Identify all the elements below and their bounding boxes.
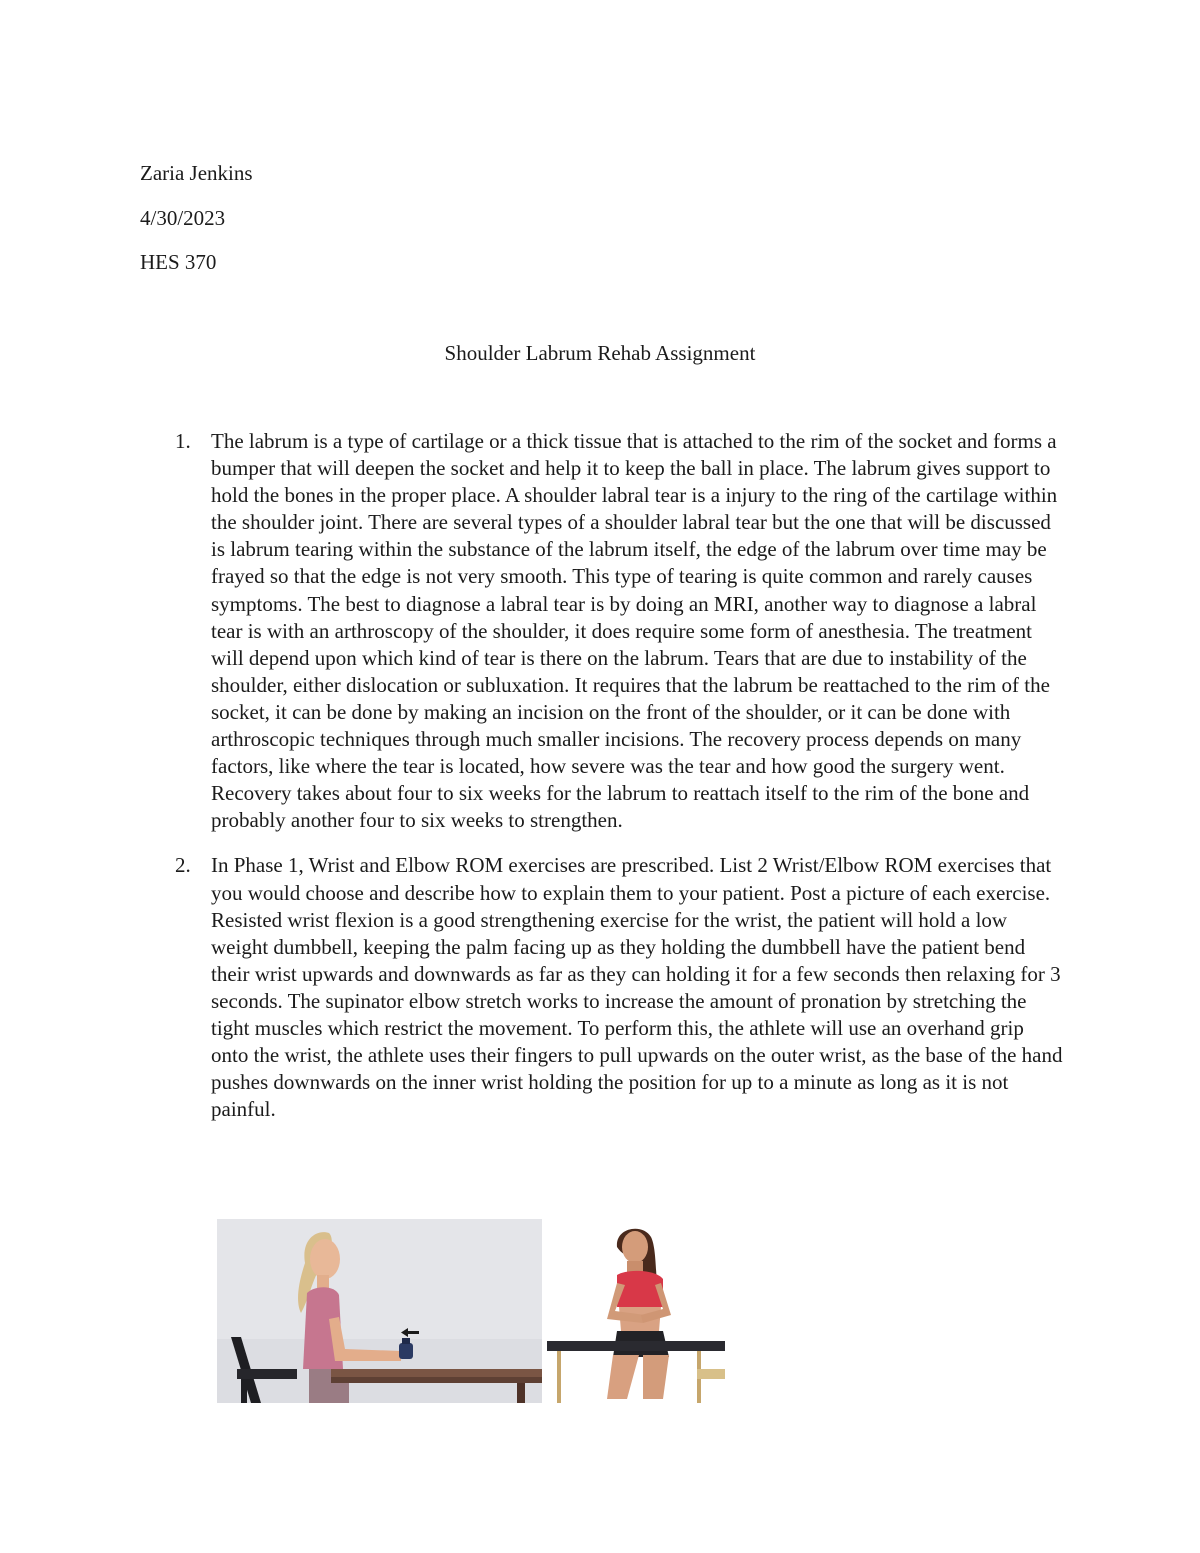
question-list bbox=[140, 428, 1065, 1123]
list-item bbox=[140, 428, 1065, 834]
list-item bbox=[140, 852, 1065, 1123]
assignment-date: 4/30/2023 bbox=[140, 206, 226, 230]
answer-text: In Phase 1, Wrist and Elbow ROM exercises are prescribed. List 2 Wrist/Elbow ROM exercises that you would choose and describe how to explain them to your patient. Post a picture of each exercise. Resisted wrist flexion is a good strengthening exercise for the wrist, the patient will hold a low weight dumbbell, keeping the palm facing up as they holding the dumbbell have the patient bend their wrist upwards and downwards as far as they can holding it for a few seconds then relaxing for 3 seconds. The supinator elbow stretch works to increase the amount of pronation by stretching the tight muscles which restrict the movement. To perform this, the athlete will use an overhand grip onto the wrist, the athlete uses their fingers to pull upwards on the outer wrist, as the base of the hand pushes downwards on the inner wrist holding the position for up to a minute as long as it is not painful. bbox=[211, 853, 1063, 1122]
document-title: Shoulder Labrum Rehab Assignment bbox=[444, 341, 756, 365]
list-number: 1. bbox=[175, 429, 191, 453]
answer-text: The labrum is a type of cartilage or a thick tissue that is attached to the rim of the socket and forms a bumper that will deepen the socket and help it to keep the ball in place. The labrum gives support to hold the bones in the proper place. A shoulder labral tear is a injury to the ring of the cartilage within the shoulder joint. There are several types of a shoulder labral tear but the one that will be discussed is labrum tearing within the substance of the labrum itself, the edge of the labrum over time may be frayed so that the edge is not very smooth. This type of tearing is quite common and rarely causes symptoms. The best to diagnose a labral tear is by doing an MRI, another way to diagnose a labral tear is with an arthroscopy of the shoulder, it does require some form of anesthesia. The treatment will depend upon which kind of tear is there on the labrum. Tears that are due to instability of the shoulder, either dislocation or subluxation. It requires that the labrum be reattached to the rim of the socket, it can be done by making an incision on the front of the shoulder, or it can be done with arthroscopic techniques through much smaller incisions. The recovery process depends on many factors, like where the tear is located, how severe was the tear and how good the surgery went. Recovery takes about four to six weeks for the labrum to reattach itself to the rim of the bone and probably another four to six weeks to strengthen. bbox=[211, 429, 1058, 833]
course-code: HES 370 bbox=[140, 250, 217, 274]
student-name: Zaria Jenkins bbox=[140, 161, 253, 185]
list-number: 2. bbox=[175, 853, 191, 878]
supinator-stretch-photo bbox=[547, 1219, 725, 1403]
wrist-flexion-photo bbox=[217, 1219, 542, 1403]
